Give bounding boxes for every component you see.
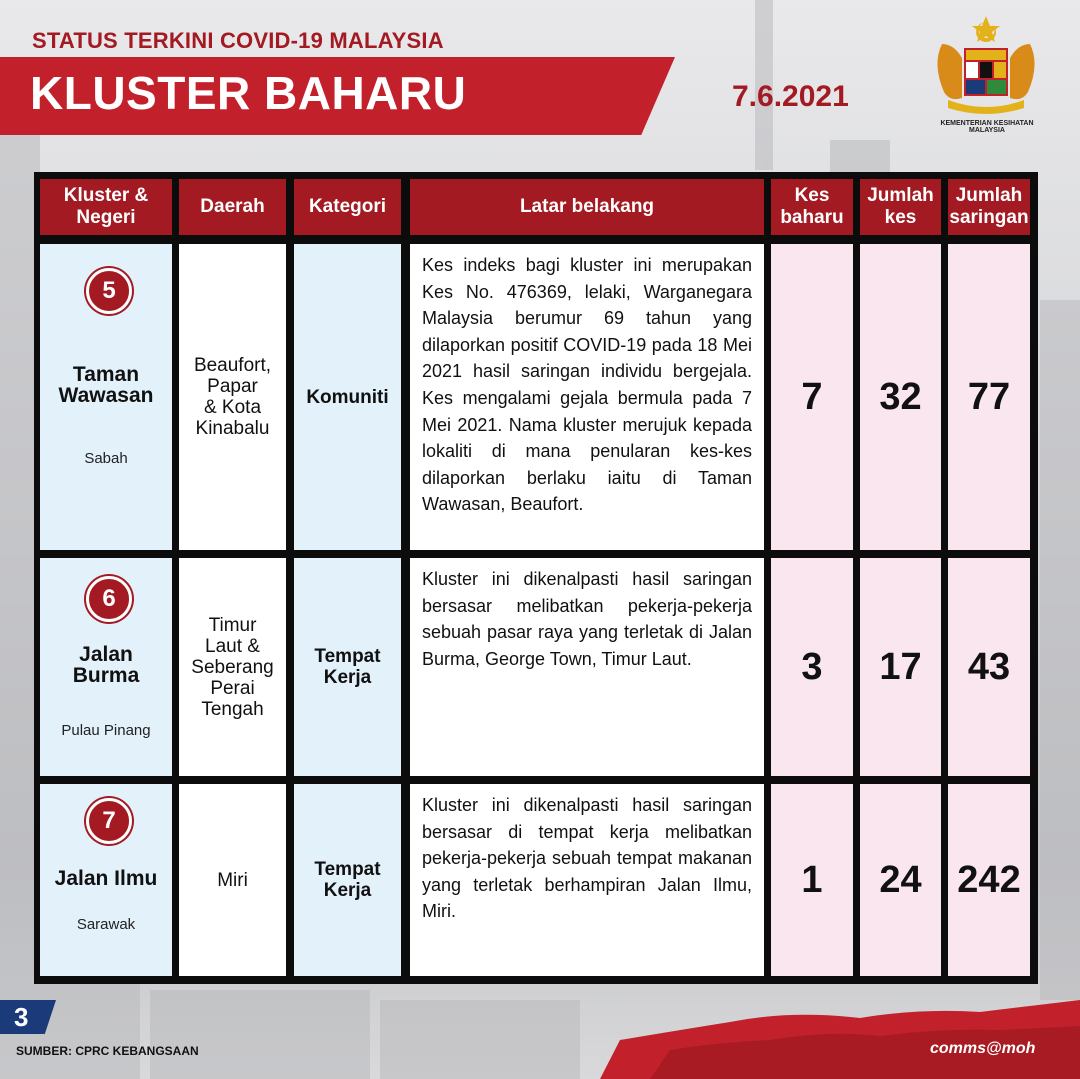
- header-subtitle: STATUS TERKINI COVID-19 MALAYSIA: [32, 28, 444, 53]
- daerah-line: Papar: [207, 376, 258, 397]
- cluster-name-line2: Burma: [72, 664, 140, 687]
- header-saringan-line2: saringan: [949, 207, 1029, 228]
- table-row-7-kluster: [40, 784, 172, 976]
- report-date: 7.6.2021: [732, 80, 849, 113]
- cluster-name-line2: Wawasan: [58, 384, 154, 407]
- header-kes-line2: baharu: [780, 207, 844, 228]
- table-row-7-daerah: Miri: [179, 784, 286, 976]
- header-kluster: [40, 179, 172, 235]
- source-label: SUMBER: CPRC KEBANGSAAN: [16, 1044, 199, 1058]
- daerah-line: & Kota: [203, 397, 262, 418]
- daerah-line: Timur: [208, 614, 257, 636]
- table-row-6-latar: Kluster ini dikenalpasti hasil saringan bersasar melibatkan pekerja-pekerja sebuah pasar raya yang terletak di Jalan Burma, George Town, Timur Laut.: [410, 558, 764, 776]
- daerah-line: Beaufort,: [193, 355, 272, 376]
- table-row-5-kes-baharu: 7: [771, 244, 853, 550]
- cluster-name: [40, 644, 172, 686]
- header-jumlah-kes: [860, 179, 941, 235]
- table-row-6-jumlah-kes: 17: [860, 558, 941, 776]
- table-row-6-daerah: [179, 558, 286, 776]
- table-row-7-jumlah-kes: 24: [860, 784, 941, 976]
- cluster-name: [40, 364, 172, 406]
- table-row-6-jumlah-saringan: 43: [948, 558, 1030, 776]
- table-row-5-kategori: Komuniti: [294, 244, 401, 550]
- coat-of-arms-icon: [928, 14, 1044, 116]
- cluster-number-badge: 6: [86, 576, 132, 622]
- daerah-line: Seberang: [191, 656, 274, 678]
- header-kategori: Kategori: [294, 179, 401, 235]
- comms-moh-tag: comms@moh: [930, 1040, 1036, 1057]
- header-jumlah-line1: Jumlah: [867, 185, 934, 206]
- cluster-state: Pulau Pinang: [61, 722, 151, 739]
- cluster-table: [34, 172, 1038, 984]
- table-row-7-kategori: [294, 784, 401, 976]
- daerah-line: Tengah: [201, 698, 264, 720]
- kategori-line: Kerja: [323, 667, 372, 688]
- cluster-state: Sabah: [84, 450, 128, 467]
- header-kluster-line1: Kluster &: [63, 185, 149, 206]
- table-row-7-latar: Kluster ini dikenalpasti hasil saringan bersasar di tempat kerja melibatkan pekerja-pekerja sebuah tempat makanan yang terletak berhampiran Jalan Ilmu, Miri.: [410, 784, 764, 976]
- cluster-state: Sarawak: [76, 916, 136, 933]
- table-row-6-kategori: [294, 558, 401, 776]
- header-daerah: Daerah: [179, 179, 286, 235]
- table-row-6-kluster: [40, 558, 172, 776]
- table-row-5-jumlah-saringan: 77: [948, 244, 1030, 550]
- daerah-line: Kinabalu: [195, 418, 270, 439]
- kategori-line: Tempat: [314, 646, 381, 667]
- header-jumlah-line2: kes: [884, 207, 917, 228]
- table-row-5-daerah: [179, 244, 286, 550]
- page-number: 3: [14, 1002, 29, 1032]
- header-kes-baharu: [771, 179, 853, 235]
- cluster-number-badge: 5: [86, 268, 132, 314]
- cluster-name-line1: Taman: [72, 363, 140, 386]
- cluster-number-badge: 7: [86, 798, 132, 844]
- cluster-name-line1: Jalan: [79, 643, 133, 666]
- header-saringan-line1: Jumlah: [955, 185, 1023, 206]
- table-row-7-jumlah-saringan: 242: [948, 784, 1030, 976]
- header-kes-line1: Kes: [794, 185, 830, 206]
- kategori-line: Tempat: [314, 859, 381, 880]
- daerah-line: Laut &: [205, 635, 260, 657]
- header-jumlah-saringan: [948, 179, 1030, 235]
- table-row-5-jumlah-kes: 32: [860, 244, 941, 550]
- page-title: KLUSTER BAHARU: [30, 67, 467, 119]
- header-latar: Latar belakang: [410, 179, 764, 235]
- table-row-5-latar: Kes indeks bagi kluster ini merupakan Kes No. 476369, lelaki, Warganegara Malaysia berumur 69 tahun yang dilaporkan positif COVID-19 pada 18 Mei 2021 hasil saringan individu bergejala. Kes mengalami gejala bermula pada 7 Mei 2021. Nama kluster merujuk kepada lokaliti di mana penularan kes-kes dilaporkan berlaku iaitu di Taman Wawasan, Beaufort.: [410, 244, 764, 550]
- ministry-label: KEMENTERIAN KESIHATAN MALAYSIA: [940, 120, 1034, 134]
- table-row-5-kluster: [40, 244, 172, 550]
- cluster-name: Jalan Ilmu: [54, 867, 158, 890]
- kategori-line: Kerja: [323, 880, 372, 901]
- table-row-7-kes-baharu: 1: [771, 784, 853, 976]
- header-kluster-line2: Negeri: [76, 207, 136, 228]
- daerah-line: Perai: [210, 677, 255, 699]
- table-row-6-kes-baharu: 3: [771, 558, 853, 776]
